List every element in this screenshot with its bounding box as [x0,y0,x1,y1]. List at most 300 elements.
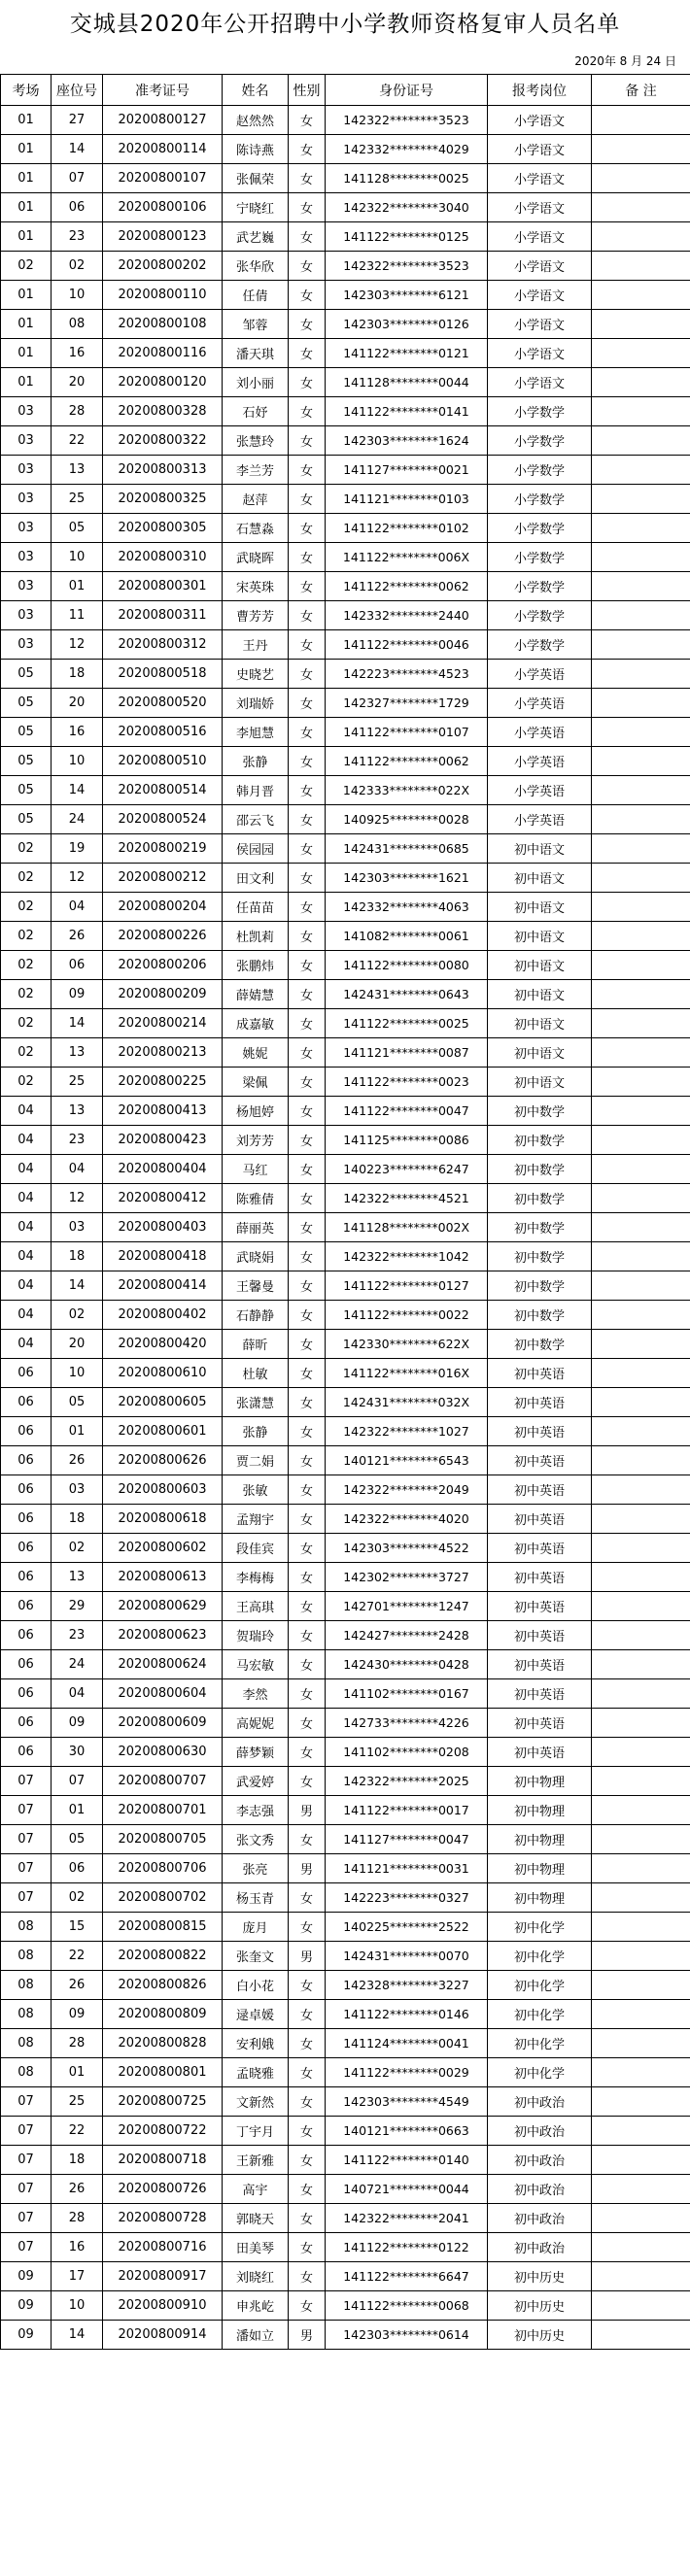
cell-name: 张奎文 [223,1942,289,1971]
header-name: 姓名 [223,75,289,106]
table-row [1,1155,690,1184]
cell-seat-number: 13 [52,456,103,485]
cell-exam-room: 06 [1,1534,52,1563]
cell-remarks [592,1155,690,1184]
cell-admission-number: 20200800610 [103,1359,223,1388]
cell-remarks [592,2058,690,2087]
cell-remarks [592,1388,690,1417]
cell-name: 张鹏炜 [223,951,289,980]
cell-gender: 女 [289,106,326,135]
cell-exam-room: 09 [1,2291,52,2321]
cell-position: 小学语文 [488,252,592,281]
cell-admission-number: 20200800623 [103,1621,223,1650]
cell-seat-number: 24 [52,1650,103,1679]
cell-id-number: 141122********0062 [326,572,488,601]
cell-seat-number: 12 [52,1184,103,1213]
table-row [1,310,690,339]
cell-remarks [592,456,690,485]
cell-admission-number: 20200800514 [103,776,223,805]
cell-remarks [592,572,690,601]
cell-name: 史晓艺 [223,660,289,689]
cell-id-number: 141121********0031 [326,1854,488,1883]
cell-name: 申兆屹 [223,2291,289,2321]
table-row [1,1330,690,1359]
cell-exam-room: 01 [1,106,52,135]
table-row [1,426,690,456]
table-row [1,1534,690,1563]
cell-position: 初中历史 [488,2291,592,2321]
table-row [1,1767,690,1796]
cell-name: 孟翔宇 [223,1505,289,1534]
cell-remarks [592,1271,690,1301]
cell-exam-room: 07 [1,1854,52,1883]
cell-position: 初中英语 [488,1650,592,1679]
cell-id-number: 141122********0023 [326,1068,488,1097]
cell-position: 初中化学 [488,2029,592,2058]
cell-seat-number: 13 [52,1097,103,1126]
cell-id-number: 142322********1042 [326,1242,488,1271]
cell-gender: 女 [289,1301,326,1330]
cell-name: 张静 [223,747,289,776]
cell-position: 小学数学 [488,543,592,572]
table-row [1,834,690,864]
cell-id-number: 142303********1621 [326,864,488,893]
cell-remarks [592,1621,690,1650]
cell-gender: 男 [289,1796,326,1825]
cell-position: 初中数学 [488,1097,592,1126]
cell-admission-number: 20200800630 [103,1738,223,1767]
cell-position: 初中政治 [488,2233,592,2262]
cell-admission-number: 20200800202 [103,252,223,281]
cell-exam-room: 02 [1,893,52,922]
cell-position: 初中数学 [488,1271,592,1301]
cell-name: 武晓娟 [223,1242,289,1271]
cell-seat-number: 02 [52,1534,103,1563]
cell-seat-number: 10 [52,543,103,572]
cell-position: 初中英语 [488,1738,592,1767]
cell-admission-number: 20200800116 [103,339,223,368]
cell-admission-number: 20200800914 [103,2321,223,2350]
cell-name: 赵萍 [223,485,289,514]
cell-id-number: 142302********3727 [326,1563,488,1592]
cell-admission-number: 20200800826 [103,1971,223,2000]
cell-exam-room: 04 [1,1330,52,1359]
cell-remarks [592,252,690,281]
cell-admission-number: 20200800828 [103,2029,223,2058]
cell-gender: 女 [289,456,326,485]
cell-name: 曹芳芳 [223,601,289,630]
header-admission-number: 准考证号 [103,75,223,106]
cell-id-number: 142223********4523 [326,660,488,689]
cell-admission-number: 20200800212 [103,864,223,893]
cell-gender: 女 [289,1650,326,1679]
cell-id-number: 142303********0614 [326,2321,488,2350]
cell-admission-number: 20200800609 [103,1709,223,1738]
cell-gender: 女 [289,1913,326,1942]
cell-gender: 女 [289,601,326,630]
cell-exam-room: 08 [1,1942,52,1971]
table-row [1,1621,690,1650]
cell-id-number: 142431********032X [326,1388,488,1417]
cell-remarks [592,660,690,689]
cell-admission-number: 20200800204 [103,893,223,922]
table-row [1,193,690,222]
cell-remarks [592,805,690,834]
cell-position: 初中语文 [488,834,592,864]
cell-admission-number: 20200800209 [103,980,223,1009]
cell-position: 初中语文 [488,951,592,980]
cell-admission-number: 20200800311 [103,601,223,630]
cell-exam-room: 03 [1,426,52,456]
cell-remarks [592,1505,690,1534]
cell-id-number: 142431********0643 [326,980,488,1009]
cell-seat-number: 14 [52,776,103,805]
cell-admission-number: 20200800706 [103,1854,223,1883]
cell-remarks [592,1126,690,1155]
cell-name: 杜敏 [223,1359,289,1388]
cell-name: 白小花 [223,1971,289,2000]
cell-remarks [592,1709,690,1738]
cell-id-number: 142332********4029 [326,135,488,164]
cell-name: 张亮 [223,1854,289,1883]
cell-admission-number: 20200800520 [103,689,223,718]
cell-position: 初中英语 [488,1709,592,1738]
cell-gender: 女 [289,1825,326,1854]
cell-name: 薛婧慧 [223,980,289,1009]
cell-seat-number: 23 [52,1621,103,1650]
cell-name: 贺瑞玲 [223,1621,289,1650]
cell-id-number: 141122********0068 [326,2291,488,2321]
cell-gender: 女 [289,922,326,951]
cell-remarks [592,1359,690,1388]
cell-id-number: 141122********0017 [326,1796,488,1825]
cell-admission-number: 20200800214 [103,1009,223,1038]
cell-remarks [592,922,690,951]
cell-position: 小学语文 [488,310,592,339]
cell-admission-number: 20200800809 [103,2000,223,2029]
cell-gender: 女 [289,951,326,980]
cell-id-number: 141127********0047 [326,1825,488,1854]
cell-exam-room: 01 [1,339,52,368]
table-header-row [1,75,690,106]
table-row [1,514,690,543]
cell-exam-room: 05 [1,689,52,718]
cell-admission-number: 20200800604 [103,1679,223,1709]
cell-admission-number: 20200800629 [103,1592,223,1621]
cell-seat-number: 01 [52,572,103,601]
cell-admission-number: 20200800624 [103,1650,223,1679]
cell-name: 薛丽英 [223,1213,289,1242]
cell-remarks [592,2146,690,2175]
cell-gender: 女 [289,1971,326,2000]
cell-exam-room: 01 [1,281,52,310]
cell-name: 王新雅 [223,2146,289,2175]
cell-remarks [592,1679,690,1709]
cell-gender: 女 [289,2262,326,2291]
cell-seat-number: 14 [52,1271,103,1301]
cell-seat-number: 10 [52,1359,103,1388]
table-row [1,2262,690,2291]
table-row [1,485,690,514]
table-row [1,1126,690,1155]
cell-name: 陈雅倩 [223,1184,289,1213]
cell-id-number: 142303********1624 [326,426,488,456]
cell-position: 小学语文 [488,281,592,310]
cell-id-number: 141122********0107 [326,718,488,747]
cell-exam-room: 07 [1,2146,52,2175]
cell-name: 段佳宾 [223,1534,289,1563]
cell-position: 小学语文 [488,193,592,222]
cell-exam-room: 06 [1,1446,52,1475]
cell-id-number: 142427********2428 [326,1621,488,1650]
cell-name: 刘芳芳 [223,1126,289,1155]
cell-remarks [592,630,690,660]
table-row [1,2146,690,2175]
cell-seat-number: 12 [52,864,103,893]
cell-exam-room: 05 [1,747,52,776]
cell-seat-number: 01 [52,1796,103,1825]
cell-seat-number: 28 [52,397,103,426]
cell-gender: 女 [289,2146,326,2175]
cell-id-number: 140225********2522 [326,1913,488,1942]
cell-remarks [592,1534,690,1563]
cell-seat-number: 02 [52,1301,103,1330]
cell-gender: 女 [289,426,326,456]
cell-seat-number: 14 [52,2321,103,2350]
table-row [1,2321,690,2350]
cell-name: 成嘉敏 [223,1009,289,1038]
cell-remarks [592,1068,690,1097]
cell-id-number: 141122********6647 [326,2262,488,2291]
cell-gender: 男 [289,1854,326,1883]
cell-exam-room: 02 [1,951,52,980]
cell-admission-number: 20200800801 [103,2058,223,2087]
table-row [1,164,690,193]
cell-exam-room: 01 [1,164,52,193]
cell-id-number: 142333********022X [326,776,488,805]
cell-gender: 女 [289,864,326,893]
table-row [1,1679,690,1709]
table-row [1,1038,690,1068]
cell-seat-number: 01 [52,2058,103,2087]
cell-name: 张潇慧 [223,1388,289,1417]
candidate-table [0,74,690,2350]
cell-exam-room: 07 [1,1767,52,1796]
table-row [1,1388,690,1417]
cell-remarks [592,2204,690,2233]
table-row [1,1242,690,1271]
cell-id-number: 140721********0044 [326,2175,488,2204]
cell-seat-number: 18 [52,2146,103,2175]
cell-name: 张华欣 [223,252,289,281]
cell-exam-room: 04 [1,1155,52,1184]
cell-gender: 女 [289,660,326,689]
cell-seat-number: 09 [52,1709,103,1738]
cell-position: 初中英语 [488,1417,592,1446]
cell-position: 初中政治 [488,2087,592,2117]
cell-gender: 女 [289,1563,326,1592]
cell-id-number: 141102********0208 [326,1738,488,1767]
table-row [1,1009,690,1038]
cell-admission-number: 20200800226 [103,922,223,951]
cell-admission-number: 20200800106 [103,193,223,222]
cell-seat-number: 09 [52,2000,103,2029]
cell-remarks [592,1242,690,1271]
cell-admission-number: 20200800910 [103,2291,223,2321]
table-row [1,2204,690,2233]
cell-id-number: 141122********0046 [326,630,488,660]
cell-name: 邹蓉 [223,310,289,339]
cell-admission-number: 20200800722 [103,2117,223,2146]
table-row [1,747,690,776]
cell-seat-number: 11 [52,601,103,630]
cell-position: 初中数学 [488,1126,592,1155]
cell-gender: 男 [289,1942,326,1971]
cell-remarks [592,2029,690,2058]
cell-exam-room: 01 [1,310,52,339]
cell-position: 初中政治 [488,2175,592,2204]
cell-name: 刘瑞娇 [223,689,289,718]
cell-name: 杜凯莉 [223,922,289,951]
cell-admission-number: 20200800114 [103,135,223,164]
cell-position: 小学语文 [488,368,592,397]
cell-admission-number: 20200800225 [103,1068,223,1097]
cell-gender: 女 [289,805,326,834]
cell-exam-room: 03 [1,456,52,485]
cell-remarks [592,1446,690,1475]
table-row [1,106,690,135]
header-position: 报考岗位 [488,75,592,106]
cell-remarks [592,339,690,368]
cell-seat-number: 22 [52,426,103,456]
cell-seat-number: 09 [52,980,103,1009]
cell-id-number: 141122********0022 [326,1301,488,1330]
cell-seat-number: 16 [52,2233,103,2262]
cell-exam-room: 06 [1,1650,52,1679]
cell-gender: 女 [289,1446,326,1475]
cell-gender: 女 [289,1475,326,1505]
cell-name: 张敏 [223,1475,289,1505]
cell-admission-number: 20200800423 [103,1126,223,1155]
cell-position: 初中语文 [488,893,592,922]
cell-name: 刘晓红 [223,2262,289,2291]
table-row [1,2233,690,2262]
cell-admission-number: 20200800402 [103,1301,223,1330]
cell-position: 小学数学 [488,601,592,630]
table-row [1,2087,690,2117]
table-row [1,1738,690,1767]
cell-seat-number: 10 [52,2291,103,2321]
cell-remarks [592,135,690,164]
cell-position: 初中化学 [488,1971,592,2000]
cell-gender: 女 [289,339,326,368]
cell-remarks [592,2291,690,2321]
cell-admission-number: 20200800602 [103,1534,223,1563]
table-row [1,1301,690,1330]
cell-remarks [592,543,690,572]
document-title: 交城县2020年公开招聘中小学教师资格复审人员名单 [69,12,621,37]
table-row [1,2291,690,2321]
cell-position: 初中英语 [488,1679,592,1709]
table-row [1,689,690,718]
cell-remarks [592,281,690,310]
cell-gender: 女 [289,2233,326,2262]
cell-seat-number: 28 [52,2029,103,2058]
cell-remarks [592,1301,690,1330]
cell-gender: 女 [289,834,326,864]
cell-id-number: 142303********4549 [326,2087,488,2117]
cell-id-number: 141122********0122 [326,2233,488,2262]
cell-position: 初中英语 [488,1388,592,1417]
header-remarks: 备 注 [592,75,690,106]
cell-position: 小学英语 [488,805,592,834]
table-row [1,1913,690,1942]
table-row [1,1446,690,1475]
cell-exam-room: 04 [1,1271,52,1301]
cell-id-number: 140121********6543 [326,1446,488,1475]
cell-position: 小学英语 [488,660,592,689]
cell-seat-number: 30 [52,1738,103,1767]
cell-name: 王高琪 [223,1592,289,1621]
cell-admission-number: 20200800707 [103,1767,223,1796]
cell-position: 初中历史 [488,2321,592,2350]
cell-id-number: 141122********0146 [326,2000,488,2029]
cell-gender: 女 [289,2087,326,2117]
cell-gender: 女 [289,893,326,922]
cell-exam-room: 03 [1,601,52,630]
table-row [1,660,690,689]
cell-gender: 女 [289,281,326,310]
cell-name: 赵然然 [223,106,289,135]
cell-position: 初中英语 [488,1505,592,1534]
cell-remarks [592,514,690,543]
table-row [1,456,690,485]
cell-id-number: 141128********0044 [326,368,488,397]
cell-name: 高宇 [223,2175,289,2204]
cell-seat-number: 19 [52,834,103,864]
cell-admission-number: 20200800325 [103,485,223,514]
cell-position: 小学语文 [488,339,592,368]
cell-position: 小学数学 [488,630,592,660]
cell-exam-room: 05 [1,805,52,834]
cell-gender: 女 [289,1126,326,1155]
table-row [1,2000,690,2029]
cell-id-number: 142322********4020 [326,1505,488,1534]
table-row [1,951,690,980]
cell-admission-number: 20200800917 [103,2262,223,2291]
cell-seat-number: 02 [52,1883,103,1913]
cell-gender: 女 [289,2000,326,2029]
cell-gender: 女 [289,2291,326,2321]
cell-name: 丁宇月 [223,2117,289,2146]
table-row [1,1505,690,1534]
cell-admission-number: 20200800107 [103,164,223,193]
cell-name: 杨玉青 [223,1883,289,1913]
cell-gender: 女 [289,980,326,1009]
cell-admission-number: 20200800718 [103,2146,223,2175]
cell-exam-room: 03 [1,572,52,601]
header-exam-room: 考场 [1,75,52,106]
cell-position: 初中化学 [488,1942,592,1971]
cell-name: 梁佩 [223,1068,289,1097]
cell-position: 初中英语 [488,1446,592,1475]
table-row [1,2058,690,2087]
cell-exam-room: 08 [1,1971,52,2000]
cell-id-number: 141122********0029 [326,2058,488,2087]
cell-seat-number: 26 [52,2175,103,2204]
table-row [1,601,690,630]
cell-seat-number: 05 [52,1825,103,1854]
